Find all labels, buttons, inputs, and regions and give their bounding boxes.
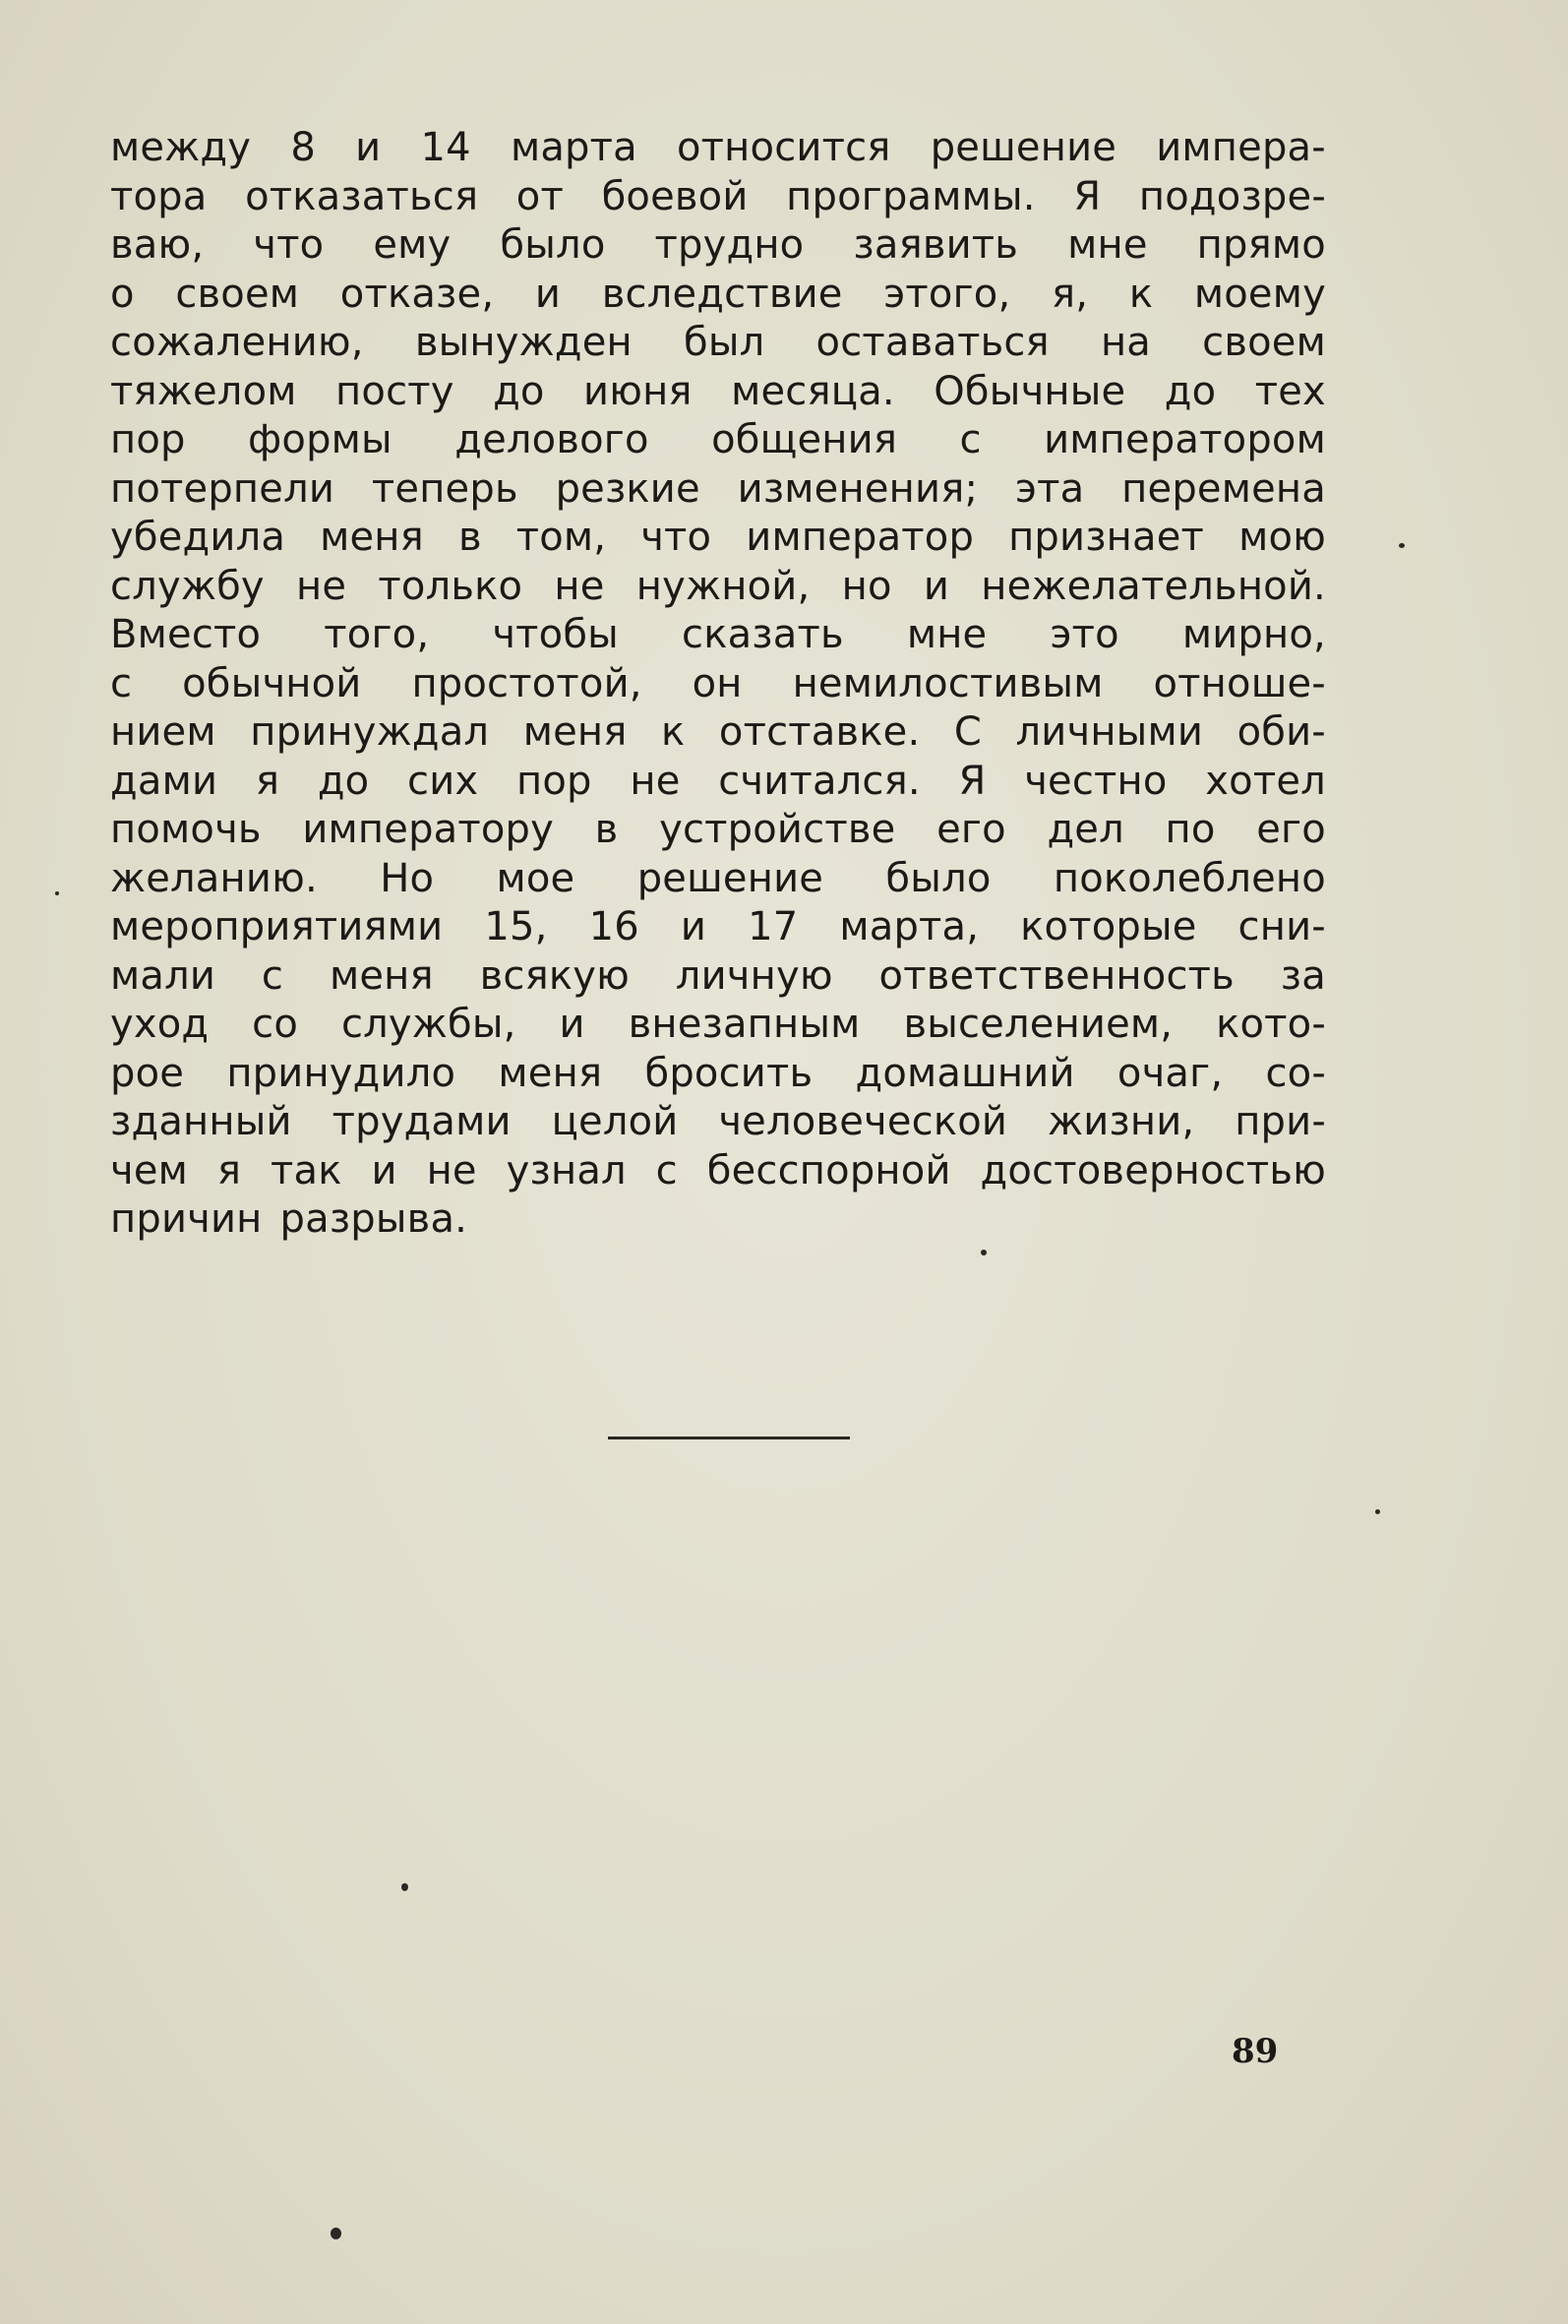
text-word: с [261,952,284,999]
text-word: узнал [506,1147,627,1193]
text-word: с [959,417,982,462]
text-word: резкие [555,465,700,512]
text-word: посту [335,368,454,414]
text-word: теперь [371,465,518,512]
text-word: 16 [588,904,639,949]
text-word: о [110,271,135,317]
text-line [110,124,1326,173]
text-word: вынужден [414,320,633,365]
text-word: мне [1067,222,1148,268]
text-line [110,855,1326,904]
text-word: и [923,563,950,609]
text-word: между [110,125,252,170]
text-word: причин [110,1196,263,1242]
text-word: нежелательной. [981,563,1326,609]
text-word: желанию. [110,855,318,901]
text-word: нужной, [635,563,811,609]
text-word: нием [110,709,216,755]
text-word: мое [496,855,575,901]
text-line [110,660,1326,709]
text-word: императором [1044,417,1326,462]
text-line [110,952,1326,1002]
text-word: сожалению, [110,320,364,365]
text-word: до [493,368,545,414]
text-word: своем [1202,320,1326,365]
text-word: очаг, [1116,1050,1224,1096]
print-speck [1399,543,1405,548]
text-word: на [1100,320,1152,365]
text-word: был [684,320,765,365]
text-word: но [841,563,892,609]
text-word: и [559,1002,585,1047]
text-word: с [655,1147,678,1193]
text-line [110,758,1326,807]
text-word: по [1165,807,1216,852]
text-word: разрыва. [279,1196,468,1242]
text-word: программы. [786,173,1036,219]
text-word: 15, [484,904,548,949]
text-word: ему [373,222,452,268]
text-word: его [1256,807,1326,852]
text-word: императору [302,807,555,852]
text-word: за [1280,952,1326,999]
text-word: Я [958,758,987,804]
text-word: только [378,563,523,609]
text-word: меня [498,1050,603,1096]
text-word: он [692,660,743,706]
text-word: перемена [1121,465,1326,512]
text-word: службу [110,563,265,609]
text-word: бросить [644,1050,814,1096]
print-speck [1375,1509,1380,1514]
text-word: рое [110,1050,185,1096]
text-word: до [1164,368,1217,414]
text-word: чтобы [492,612,619,657]
text-word: относится [677,125,891,170]
text-word: тора [110,173,208,219]
text-word: решение [636,855,824,901]
text-word: прямо [1196,222,1326,268]
text-word: пор [516,758,592,804]
text-word: подозре- [1138,173,1326,219]
text-word: уход [110,1002,210,1047]
text-word: и [371,1147,397,1193]
text-line [110,1050,1326,1099]
text-word: мою [1238,515,1326,560]
text-word: меня [522,709,628,755]
text-word: было [885,855,992,901]
text-word: сни- [1237,904,1326,949]
text-word: делового [454,417,649,462]
text-word: простотой, [411,660,642,706]
text-word: тяжелом [110,368,297,414]
text-word: что [640,515,712,560]
text-word: с [110,660,133,706]
text-word: Но [380,855,435,901]
text-word: и [534,271,562,317]
text-word: меня [320,515,424,560]
text-word: мали [110,952,216,999]
text-word: импера- [1156,125,1326,170]
text-word: дами [110,758,218,804]
text-word: формы [248,417,392,462]
text-word: изменения; [737,465,979,512]
text-word: его [936,807,1006,852]
print-speck [55,891,59,895]
text-line [110,368,1326,417]
text-word: эта [1014,465,1085,512]
text-line [110,1147,1326,1196]
text-word: своем [175,271,300,317]
text-word: было [500,222,606,268]
text-word: не [554,563,605,609]
text-word: С [953,709,983,755]
text-word: поколеблено [1053,855,1326,901]
text-word: меня [329,952,434,999]
text-word: честно [1024,758,1168,804]
text-word: к [1128,271,1154,317]
text-line [110,708,1326,758]
print-speck [331,2228,341,2239]
text-word: отставке. [718,709,921,755]
text-word: принуждал [250,709,490,755]
text-word: не [426,1147,477,1193]
text-word: отноше- [1153,660,1326,706]
text-line [110,563,1326,612]
text-word: домашний [855,1050,1075,1096]
print-speck [981,1250,987,1255]
text-word: личными [1015,709,1204,755]
text-word: ваю, [110,222,205,268]
text-word: том, [515,515,607,560]
text-word: так [271,1147,342,1193]
text-word: заявить [853,222,1019,268]
text-word: месяца. [731,368,895,414]
print-speck [401,1883,408,1891]
text-word: бесспорной [706,1147,951,1193]
text-word: не [296,563,347,609]
text-line [110,1195,1326,1245]
text-word: я [216,1147,242,1193]
text-word: оставаться [815,320,1050,365]
text-line [110,416,1326,465]
text-line [110,1098,1326,1147]
text-word: при- [1235,1099,1326,1144]
text-word: июня [583,368,693,414]
text-word: мероприятиями [110,904,444,949]
text-word: трудами [332,1099,512,1144]
text-line [110,319,1326,368]
text-word: устройстве [659,807,896,852]
text-word: 17 [748,904,799,949]
text-word: признает [1008,515,1205,560]
text-word: марта [510,125,637,170]
text-word: принудило [226,1050,456,1096]
text-word: 14 [420,125,471,170]
text-word: что [253,222,325,268]
text-word: отказаться [245,173,479,219]
text-word: от [515,173,564,219]
text-word: 8 [290,125,316,170]
text-word: мне [906,612,988,657]
text-word: всякую [479,952,630,999]
text-line [110,271,1326,320]
text-word: к [661,709,686,755]
text-word: немилостивым [792,660,1104,706]
text-word: Обычные [934,368,1126,414]
text-word: кото- [1216,1002,1326,1047]
text-word: личную [675,952,833,999]
text-line [110,1001,1326,1050]
text-word: помочь [110,807,262,852]
text-word: хотел [1205,758,1326,804]
text-line [110,221,1326,271]
text-word: обычной [182,660,362,706]
text-word: службы, [340,1002,516,1047]
text-word: ответственность [878,952,1235,999]
text-word: и [355,125,382,170]
text-word: до [317,758,370,804]
text-word: оби- [1236,709,1326,755]
text-word: целой [551,1099,679,1144]
text-word: боевой [601,173,749,219]
text-word: моему [1193,271,1326,317]
text-word: выселением, [903,1002,1174,1047]
text-word: Вместо [110,612,262,657]
body-text [110,124,1326,1245]
text-word: достоверностью [980,1147,1326,1193]
text-word: решение [930,125,1117,170]
text-word: не [630,758,681,804]
text-word: сказать [682,612,844,657]
text-word: тех [1254,368,1326,414]
text-word: жизни, [1047,1099,1195,1144]
text-word: мирно, [1181,612,1326,657]
text-word: трудно [654,222,805,268]
text-word: внезапным [628,1002,861,1047]
text-word: этого, [883,271,1011,317]
text-word: сих [407,758,479,804]
text-line [110,903,1326,952]
text-word: человеческой [718,1099,1008,1144]
text-word: в [594,807,619,852]
text-word: чем [110,1147,189,1193]
text-word: это [1050,612,1119,657]
text-line [110,173,1326,222]
text-word: Я [1073,173,1102,219]
text-word: марта, [839,904,980,949]
text-word: того, [324,612,430,657]
text-word: зданный [110,1099,292,1144]
text-word: вследствие [601,271,843,317]
text-word: и [680,904,707,949]
text-word: отказе, [339,271,495,317]
text-word: считался. [718,758,921,804]
text-word: в [457,515,482,560]
section-separator [608,1437,850,1439]
text-word: общения [711,417,898,462]
text-line [110,611,1326,660]
text-word: я [255,758,280,804]
text-word: убедила [110,515,286,560]
text-word: со [252,1002,299,1047]
text-word: император [746,515,975,560]
text-word: пор [110,417,186,462]
text-word: я, [1052,271,1089,317]
text-word: со- [1265,1050,1326,1096]
text-line [110,514,1326,563]
text-word: потерпели [110,465,335,512]
text-line [110,806,1326,855]
text-word: дел [1047,807,1124,852]
text-line [110,465,1326,515]
page-number: 89 [1232,2032,1279,2071]
text-word: которые [1020,904,1197,949]
